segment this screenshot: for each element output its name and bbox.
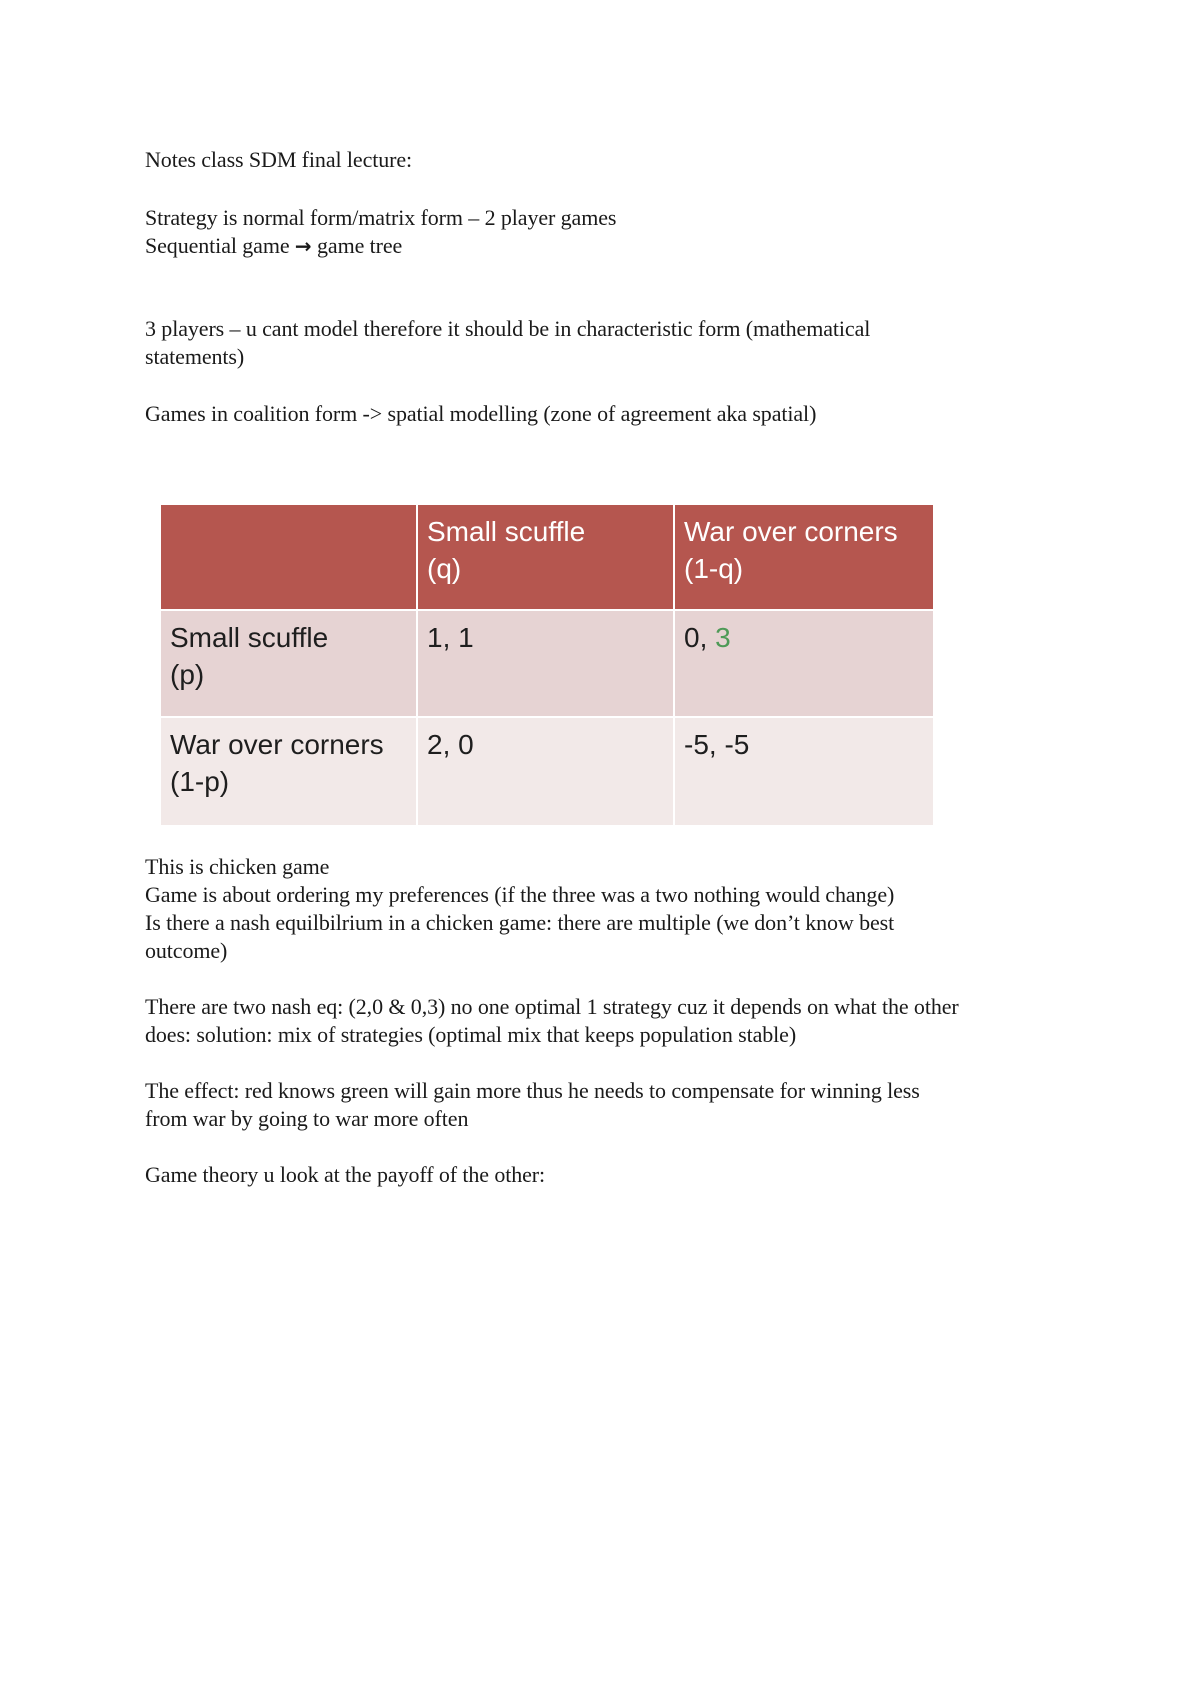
strategy-line: Strategy is normal form/matrix form – 2 player games <box>145 205 617 230</box>
payoff-cell: 2, 0 <box>418 718 675 825</box>
row-header-label: War over corners <box>170 728 384 760</box>
col-header-label: War over corners <box>684 516 898 547</box>
payoff-cell <box>675 611 933 718</box>
payoff-row-war-over-corners <box>161 718 933 825</box>
payoff-value: 0, <box>684 621 716 653</box>
col-header-prob: (1-q) <box>684 553 744 584</box>
effect-line-1: The effect: red knows green will gain more thus he needs to compensate for winning less <box>145 1078 920 1103</box>
two-nash-line-2: does: solution: mix of strategies (optimal mix that keeps population stable) <box>145 1022 797 1047</box>
payoff-row-small-scuffle <box>161 611 933 718</box>
corner-cell <box>161 505 418 611</box>
sequential-line <box>145 232 402 260</box>
nash-question-line-1: Is there a nash equilbilrium in a chicken game: there are multiple (we don’t know best <box>145 910 895 935</box>
three-players-line-2: statements) <box>145 344 245 369</box>
effect-line-2: from war by going to war more often <box>145 1106 469 1131</box>
row-header-war-over-corners <box>161 718 418 825</box>
payoff-cell: -5, -5 <box>675 718 933 825</box>
three-players-line-1: 3 players – u cant model therefore it should be in characteristic form (mathematical <box>145 316 871 341</box>
payoff-cell: 1, 1 <box>418 611 675 718</box>
row-header-small-scuffle <box>161 611 418 718</box>
col-header-war-over-corners <box>675 505 933 611</box>
col-header-prob: (q) <box>427 553 462 584</box>
sequential-after: game tree <box>317 233 403 258</box>
payoff-matrix <box>161 505 933 825</box>
two-nash-line-1: There are two nash eq: (2,0 & 0,3) no one optimal 1 strategy cuz it depends on what the other <box>145 994 959 1019</box>
notes-title: Notes class SDM final lecture: <box>145 147 413 172</box>
row-header-prob: (1-p) <box>170 765 230 797</box>
ordering-line: Game is about ordering my preferences (if the three was a two nothing would change) <box>145 882 895 907</box>
coalition-line: Games in coalition form -> spatial modelling (zone of agreement aka spatial) <box>145 401 817 426</box>
payoff-header-row <box>161 505 933 611</box>
row-header-label: Small scuffle <box>170 621 329 653</box>
nash-question-line-2: outcome) <box>145 938 228 963</box>
row-header-prob: (p) <box>170 658 205 690</box>
col-header-small-scuffle <box>418 505 675 611</box>
payoff-highlight-value: 3 <box>715 621 731 653</box>
chicken-line: This is chicken game <box>145 854 330 879</box>
right-arrow-icon: → <box>294 234 312 258</box>
col-header-label: Small scuffle <box>427 516 586 547</box>
game-theory-line: Game theory u look at the payoff of the other: <box>145 1162 546 1187</box>
sequential-before: Sequential game <box>145 233 290 258</box>
